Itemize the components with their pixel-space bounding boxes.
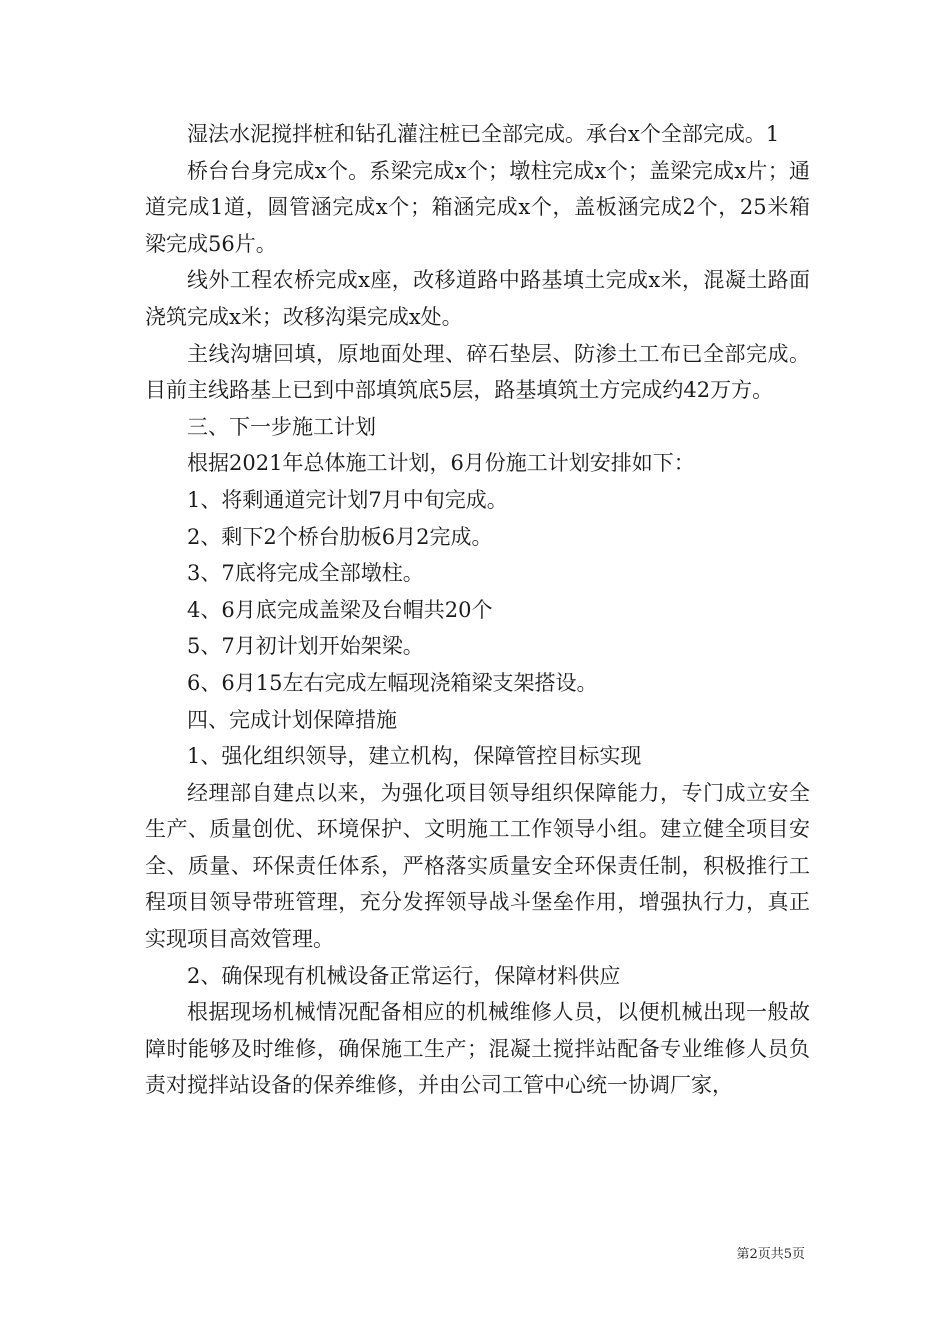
plan-item-3: 3、7底将完成全部墩柱。 xyxy=(187,561,424,586)
plan-item-4: 4、6月底完成盖梁及台帽共20个 xyxy=(187,597,493,622)
paragraph-plan-intro: 根据2021年总体施工计划，6月份施工计划安排如下： xyxy=(187,451,695,476)
paragraph-equipment: 根据现场机械情况配备相应的机械维修人员，以便机械出现一般故障时能够及时维修，确保施工生产；混凝土搅拌站配备专业维修人员负责对搅拌站设备的保养维修，并由公司工管中心统一协调厂家， xyxy=(145,1000,810,1098)
page-number: 第2页共5页 xyxy=(736,1247,805,1262)
paragraph-organization: 经理部自建点以来，为强化项目领导组织保障能力，专门成立安全生产、质量创优、环境保护、文明施工工作领导小组。建立健全项目安全、质量、环保责任体系，严格落实质量安全环保责任制，积极推行工程项目领导带班管理，充分发挥领导战斗堡垒作用，增强执行力，真正实现项目高效管理。 xyxy=(145,780,810,952)
section-heading-guarantee: 四、完成计划保障措施 xyxy=(187,707,397,732)
paragraph-mainline-subgrade: 主线沟塘回填，原地面处理、碎石垫层、防渗土工布已全部完成。目前主线路基上已到中部填筑底5层，路基填筑土方完成约42万方。 xyxy=(145,341,810,403)
paragraph-off-line-works: 线外工程农桥完成x座，改移道路中路基填土完成x米，混凝土路面浇筑完成x米；改移沟渠完成x处。 xyxy=(145,268,810,329)
paragraph-piles-complete: 湿法水泥搅拌桩和钻孔灌注桩已全部完成。承台x个全部完成。1 xyxy=(187,122,780,146)
document-body xyxy=(145,116,810,1104)
plan-item-5: 5、7月初计划开始架梁。 xyxy=(187,634,424,659)
paragraph-bridge-abutment: 桥台台身完成x个。系梁完成x个；墩柱完成x个；盖梁完成x片；通道完成1道，圆管涵完成x个；箱涵完成x个，盖板涵完成2个，25米箱梁完成56片。 xyxy=(145,158,810,256)
subheading-organization: 1、强化组织领导，建立机构，保障管控目标实现 xyxy=(187,744,642,769)
plan-item-2: 2、剩下2个桥台肋板6月2完成。 xyxy=(187,524,493,549)
plan-item-1: 1、将剩通道完计划7月中旬完成。 xyxy=(187,487,508,512)
section-heading-next-plan: 三、下一步施工计划 xyxy=(187,414,376,439)
plan-item-6: 6、6月15左右完成左幅现浇箱梁支架搭设。 xyxy=(187,670,598,695)
subheading-equipment: 2、确保现有机械设备正常运行，保障材料供应 xyxy=(187,963,621,988)
